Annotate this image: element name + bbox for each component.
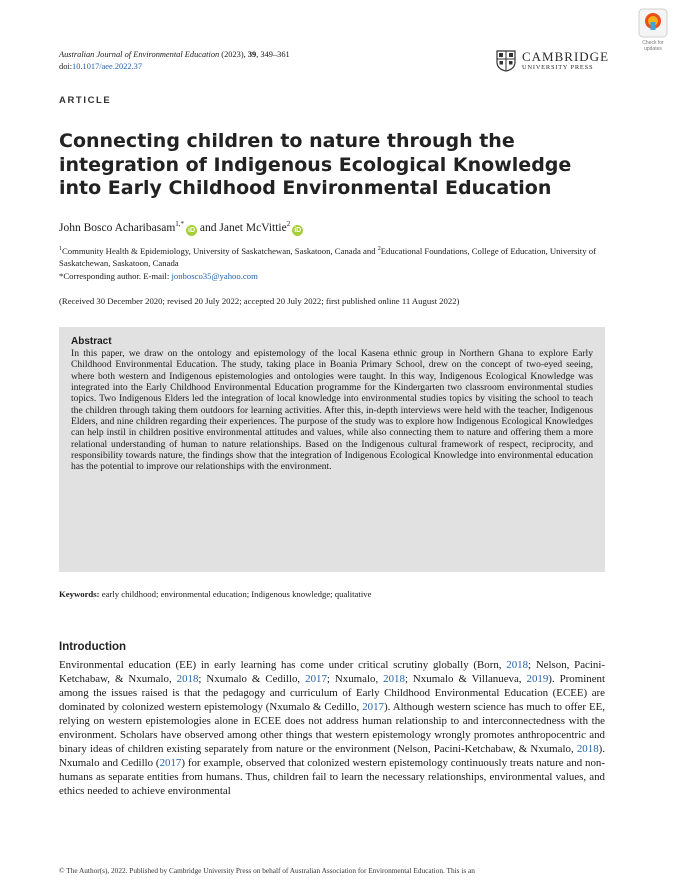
affil-1: Community Health & Epidemiology, University of Saskatchewan, Saskatoon, Canada and xyxy=(62,245,378,256)
author-1-affil: 1,* xyxy=(175,220,185,228)
author-2-affil: 2 xyxy=(286,220,291,228)
journal-pages: , 349–361 xyxy=(256,50,290,59)
publisher-subtitle: UNIVERSITY PRESS xyxy=(522,63,594,71)
orcid-icon[interactable]: iD xyxy=(294,226,302,234)
author-1[interactable]: John Bosco Acharibasam xyxy=(59,221,176,234)
cambridge-crest-icon xyxy=(496,50,516,72)
orcid-icon[interactable]: iD xyxy=(188,226,196,234)
introduction-text xyxy=(59,659,605,799)
citation-link[interactable]: 2018 xyxy=(506,659,529,671)
citation-link[interactable]: 2019 xyxy=(526,672,549,685)
journal-citation xyxy=(59,49,290,72)
author-list xyxy=(59,220,303,236)
article-title: Connecting children to nature through the integration of Indigenous Ecological Knowledge into Early Childhood Environmental Education xyxy=(59,130,572,199)
abstract-box xyxy=(59,327,605,572)
corresponding-label: *Corresponding author. E-mail: xyxy=(59,270,172,281)
abstract-text: In this paper, we draw on the ontology and epistemology of the local Kasena ethnic group in Northern Ghana to explore Early Childhood Environmental Education. The study, taking place in Boania Primary School, drew on the concept of two-eyed seeing, where both western and Indigenous epistemologies and ontologies were taught. In this way, Indigenous Ecological Knowledge was integrated into the Early Childhood Environmental Education programme for the Kindergarten two classroom environmental studies topics. Two Indigenous Elders led the integration of local knowledge into environmental studies topics by visiting the school to teach the children through taking them outdoors for learning activities. After this, in-depth interviews were held with the teacher, Indigenous Elders, and nine children regarding their experiences. The purpose of the study was to explore how Indigenous Ecological Knowledges can help instil in children positive environmental attitudes and values, while also connecting them to nature and offering them a more relational understanding of human to nature relationships. Based on the Indigenous cultural framework of respect, reciprocity, and responsibility towards nature, the findings show that the integration of Indigenous Ecological Knowledge into environmental education has the potential to improve our relationships with the environment. xyxy=(71,348,593,473)
abstract-heading: Abstract xyxy=(71,336,112,347)
affiliations xyxy=(59,243,621,282)
citation-link[interactable]: 2017 xyxy=(362,700,384,713)
intro-text: ). Nxumalo and Cedillo ( xyxy=(59,742,605,769)
citation-link[interactable]: 2018 xyxy=(176,672,199,685)
doi-link[interactable]: 10.1017/aee.2022.37 xyxy=(72,61,143,71)
journal-year: (2023), xyxy=(219,50,248,59)
citation-link[interactable]: 2018 xyxy=(576,742,599,755)
intro-text: ; Nxumalo & Villanueva, xyxy=(404,672,527,685)
citation-link[interactable]: 2017 xyxy=(159,756,182,769)
received-dates: (Received 30 December 2020; revised 20 July 2022; accepted 20 July 2022; first published online 11 August 2022) xyxy=(59,296,460,306)
crossmark-icon xyxy=(636,6,670,40)
check-for-updates-badge[interactable] xyxy=(635,6,671,52)
intro-text: Environmental education (EE) in early learning has come under critical scrutiny globally (Born, xyxy=(59,659,507,671)
copyright-footer: © The Author(s), 2022. Published by Cambridge University Press on behalf of Australian Association for Environmental Education. This is an xyxy=(59,866,475,875)
publisher-logo[interactable] xyxy=(496,50,609,72)
article-type-label: ARTICLE xyxy=(59,95,112,106)
journal-name: Australian Journal of Environmental Education xyxy=(59,50,220,59)
keywords xyxy=(59,589,371,599)
citation-link[interactable]: 2018 xyxy=(383,672,405,685)
check-label-1: Check for xyxy=(642,40,664,46)
publisher-name: CAMBRIDGE xyxy=(522,48,610,64)
intro-text: ). Prominent among the issues raised is that the pedagogy and curriculum of Early Childhood Environmental Education (ECEE) are dominated by colonized western epistemology (Nxumalo & Cedillo, xyxy=(59,672,605,713)
intro-text: ; Nxumalo & Cedillo, xyxy=(198,672,306,685)
intro-text: ) for example, observed that colonized western epistemology continuously treats nature and non-humans as separate entities from humans. Thus, children fail to learn the necessary relationships, environmental values, and ethics needed to achieve environmental xyxy=(59,756,605,797)
affil-2: Educational Foundations, College of Education, University of Saskatchewan, Saskatoon, Canada xyxy=(59,245,596,269)
journal-volume: 39 xyxy=(247,50,257,59)
citation-link[interactable]: 2017 xyxy=(305,672,327,685)
intro-text: ; Nxumalo, xyxy=(326,672,384,685)
check-label-2: updates xyxy=(644,46,662,52)
author-2[interactable]: Janet McVittie xyxy=(219,221,287,234)
doi-prefix: doi: xyxy=(59,61,73,71)
introduction-heading: Introduction xyxy=(59,641,127,653)
email-link[interactable]: jonbosco35@yahoo.com xyxy=(171,270,258,281)
intro-text: ; Nelson, Pacini-Ketchabaw, & Nxumalo, xyxy=(59,659,605,685)
affil-sup-1: 1 xyxy=(59,246,62,252)
author-joiner: and xyxy=(197,221,220,234)
keywords-label: Keywords: xyxy=(59,589,100,599)
affil-sup-2: 2 xyxy=(377,246,381,252)
intro-text: ). Although western science has much to offer EE, relying on western epistemologies alone in ECEE does not address human relationship to and interconnectedness with the environment. Scholars have observed among other things that western epistemology wrongly promotes anthropocentric and binary ideas of children existing separately from nature or the environment (Nelson, Pacini-Ketchabaw, & Nxumalo, xyxy=(59,700,605,755)
keywords-text: early childhood; environmental education; Indigenous knowledge; qualitative xyxy=(99,589,372,599)
